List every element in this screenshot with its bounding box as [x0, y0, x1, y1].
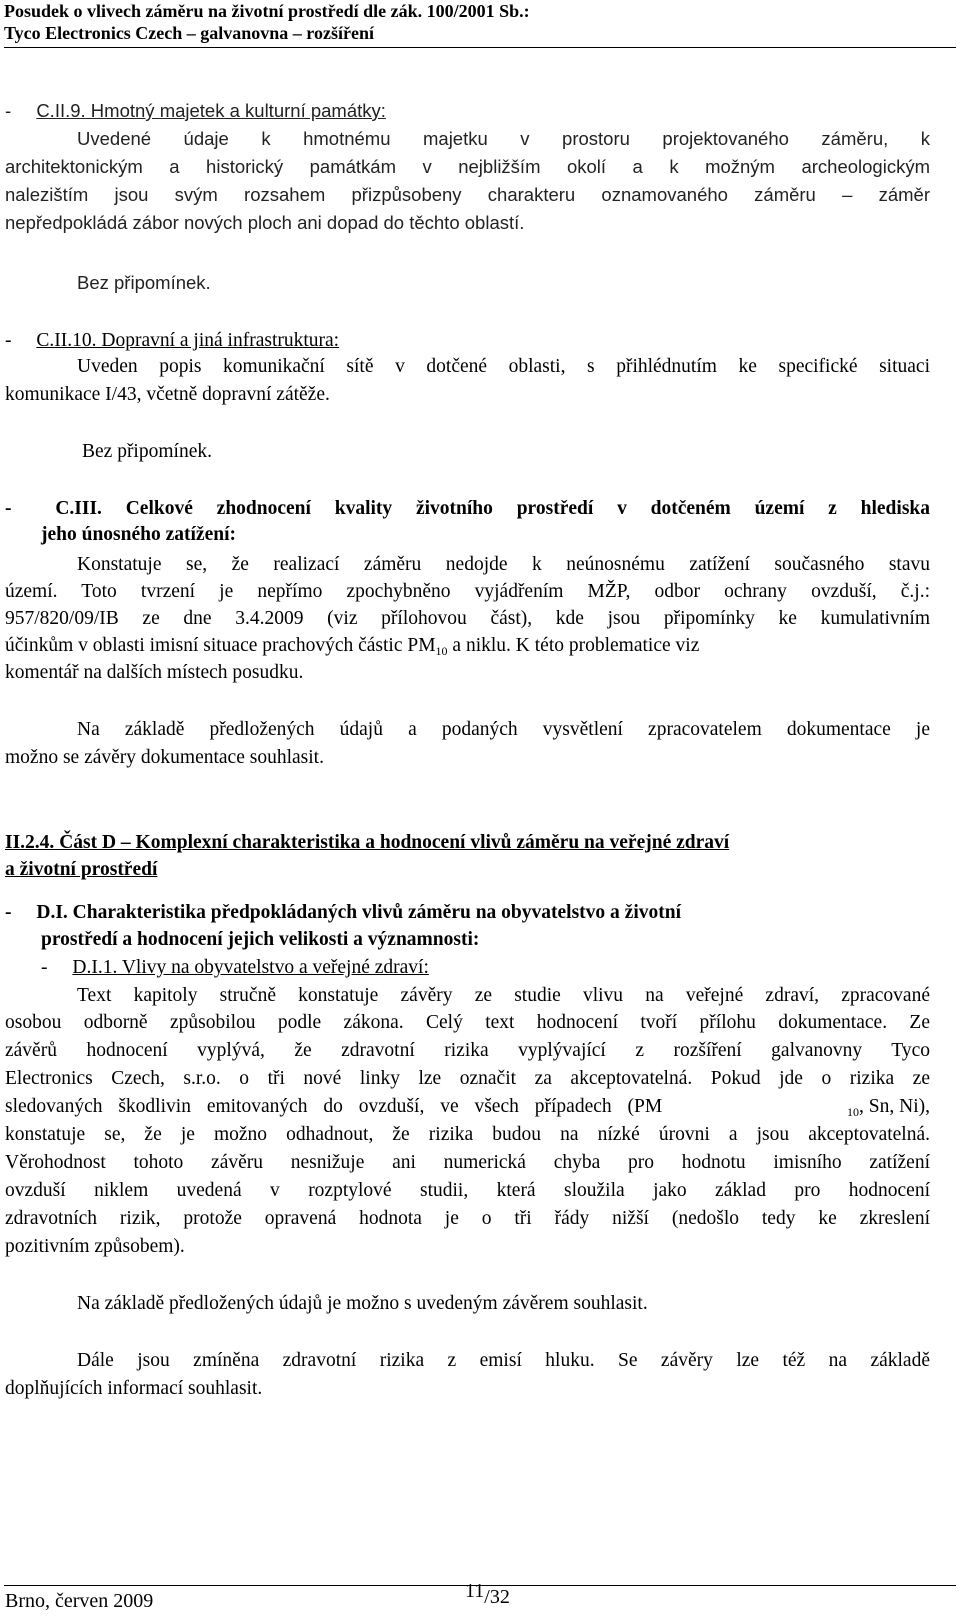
remark: Bez připomínek.	[82, 441, 212, 462]
body-line: Na základě předložených údajů je možno s uvedeným závěrem souhlasit.	[77, 1293, 648, 1314]
page-total: /32	[484, 1586, 510, 1608]
section-code: C.II.10.	[36, 330, 97, 351]
text-run	[847, 1095, 930, 1119]
subsection-code: D.I.1.	[72, 957, 118, 978]
body-line	[5, 1095, 930, 1119]
text-run: , Sn, Ni),	[859, 1096, 930, 1117]
body-line: Na základě předložených údajů a podaných vysvětlení zpracovatelem dokumentace je	[77, 719, 930, 740]
body-line: nalezištím jsou svým rozsahem přizpůsobeny charakteru oznamovaného záměru – záměr	[5, 184, 930, 205]
section-title: D.I. Charakteristika předpokládaných vlivů záměru na obyvatelstvo a životní	[36, 902, 681, 923]
page-number: 11	[465, 1580, 485, 1602]
section-title: Hmotný majetek a kulturní památky:	[85, 100, 386, 121]
header-line-1: Posudek o vlivech záměru na životní prostředí dle zák. 100/2001 Sb.:	[4, 1, 530, 21]
body-line: Konstatuje se, že realizací záměru nedojde k neúnosnému zatížení současného stavu	[77, 554, 930, 575]
footer-place-date: Brno, červen 2009	[5, 1590, 154, 1612]
header-line-2: Tyco Electronics Czech – galvanovna – rozšíření	[4, 23, 374, 43]
body-line: závěrů hodnocení vyplývá, že zdravotní rizika vyplývající z rozšíření galvanovny Tyco	[5, 1040, 930, 1061]
section-title: Dopravní a jiná infrastruktura:	[96, 330, 340, 351]
subsection-d-i-1-heading	[41, 956, 960, 980]
body-line	[5, 634, 930, 658]
section-title-cont: prostředí a hodnocení jejich velikosti a významnosti:	[41, 929, 480, 950]
chapter-number: II.2.4.	[5, 832, 55, 853]
text-run: sledovaných škodlivin emitovaných do ovzduší, ve všech případech (PM	[5, 1096, 663, 1117]
body-line: Uveden popis komunikační sítě v dotčené oblasti, s přihlédnutím ke specifické situaci	[77, 356, 930, 377]
chapter-title-cont: a životní prostředí	[5, 859, 158, 880]
text-run	[5, 634, 699, 658]
dash: -	[5, 902, 17, 923]
body-line: ovzduší niklem uvedená v rozptylové studii, která sloužila jako základ pro hodnocení	[5, 1180, 930, 1201]
section-d-i-heading	[5, 901, 930, 925]
body-line: komentář na dalších místech posudku.	[5, 662, 304, 683]
page-header	[4, 0, 530, 44]
body-line: nepředpokládá zábor nových ploch ani dopad do těchto oblastí.	[5, 212, 525, 233]
body-line: konstatuje se, že je možno odhadnout, že rizika budou na nízké úrovni a jsou akceptovatelná.	[5, 1124, 930, 1145]
remark: Bez připomínek.	[77, 272, 211, 293]
footer-page-number	[465, 1580, 510, 1610]
subscript: 10	[847, 1105, 860, 1119]
section-title-cont: jeho únosného zatížení:	[41, 524, 236, 545]
section-c-ii-9-heading	[5, 99, 930, 123]
body-line: Electronics Czech, s.r.o. o tři nové linky lze označit za akceptovatelná. Pokud jde o rizika ze	[5, 1068, 930, 1089]
dash: -	[5, 100, 17, 121]
body-line: Text kapitoly stručně konstatuje závěry ze studie vlivu na veřejné zdraví, zpracované	[77, 985, 930, 1006]
text-run: a niklu. K této problematice viz	[447, 635, 700, 656]
section-c-ii-10-heading	[5, 329, 930, 353]
section-code: C.III.	[55, 498, 102, 519]
section-c-iii-heading	[5, 497, 930, 521]
section-title: Celkové zhodnocení kvality životního prostředí v dotčeném území z hlediska	[101, 498, 931, 519]
body-line: architektonickým a historický památkám v nejbližším okolí a k možným archeologickým	[5, 156, 930, 177]
body-line: Uvedené údaje k hmotnému majetku v prostoru projektovaného záměru, k	[77, 128, 930, 149]
body-line: možno se závěry dokumentace souhlasit.	[5, 747, 324, 768]
header-rule	[4, 47, 956, 48]
body-line: Dále jsou zmíněna zdravotní rizika z emisí hluku. Se závěry lze též na základě	[77, 1350, 930, 1371]
dash: -	[5, 330, 17, 351]
body-line: zdravotních rizik, protože opravená hodnota je o tři řády nižší (nedošlo tedy ke zkreslení	[5, 1208, 930, 1229]
chapter-title: Část D – Komplexní charakteristika a hodnocení vlivů záměru na veřejné zdraví	[54, 832, 730, 853]
body-line: 957/820/09/IB ze dne 3.4.2009 (viz přílohovou část), kde jsou připomínky ke kumulativním	[5, 608, 930, 629]
body-line: komunikace I/43, včetně dopravní zátěže.	[5, 384, 330, 405]
body-line: Věrohodnost tohoto závěru nesnižuje ani numerická chyba pro hodnotu imisního zatížení	[5, 1152, 930, 1173]
text-run: účinkům v oblasti imisní situace prachových částic PM	[5, 635, 436, 656]
subsection-title: Vlivy na obyvatelstvo a veřejné zdraví:	[117, 957, 429, 978]
chapter-ii-2-4-heading	[5, 831, 930, 855]
body-line: osobou odborně způsobilou podle zákona. Celý text hodnocení tvoří přílohu dokumentace. Ze	[5, 1012, 930, 1033]
dash: -	[5, 498, 36, 519]
body-line: doplňujících informací souhlasit.	[5, 1378, 263, 1399]
section-code: C.II.9.	[36, 100, 86, 121]
dash: -	[41, 957, 53, 978]
body-line: území. Toto tvrzení je nepřímo zpochybněno vyjádřením MŽP, odbor ochrany ovzduší, č.j.:	[5, 581, 930, 602]
subscript: 10	[435, 644, 448, 658]
body-line: pozitivním způsobem).	[5, 1236, 185, 1257]
